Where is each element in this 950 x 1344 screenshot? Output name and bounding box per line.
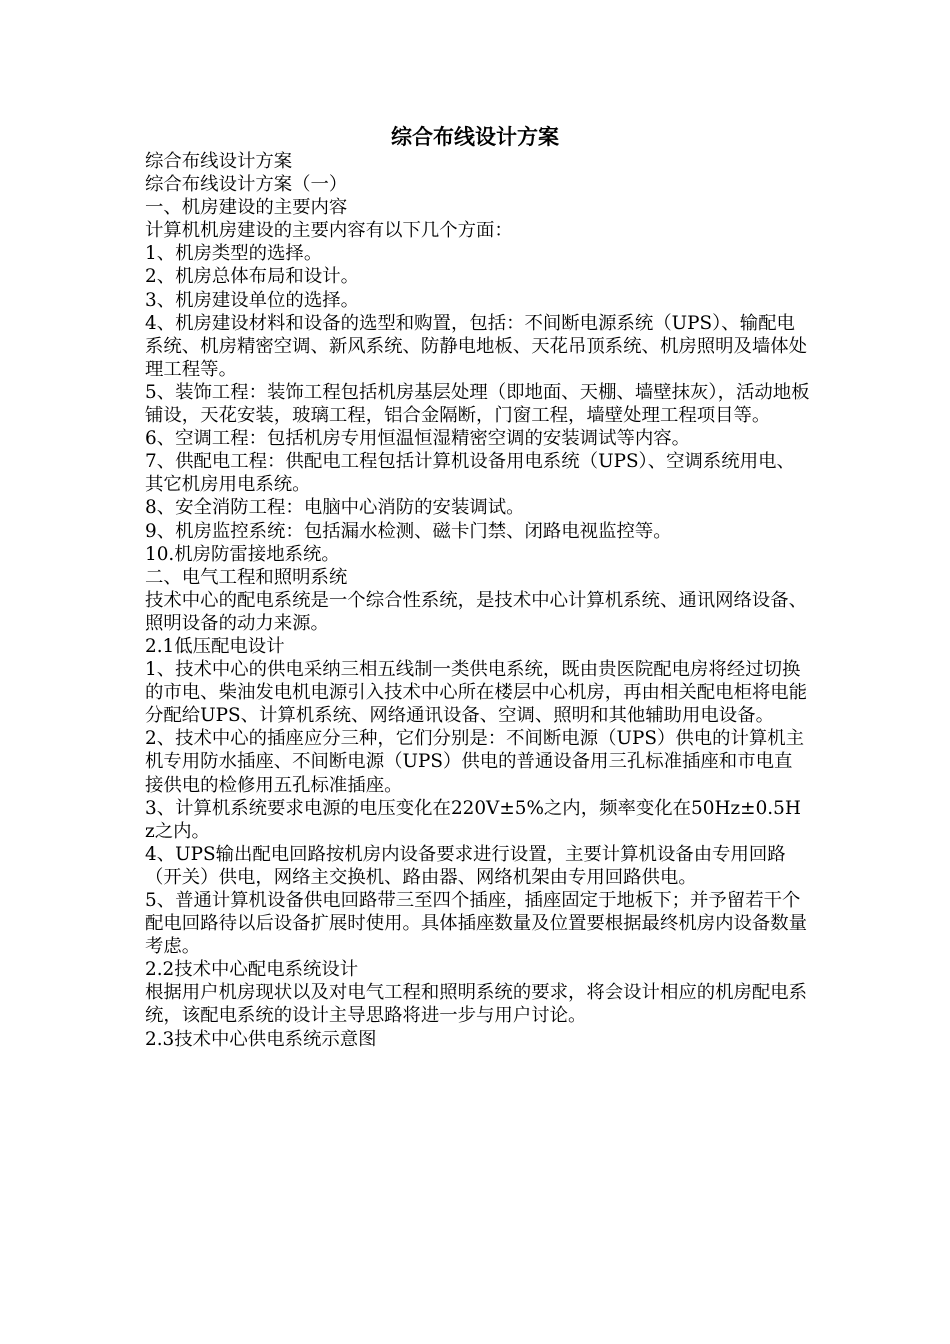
list-item: 10.机房防雷接地系统。 [145, 543, 340, 565]
list-item: 1、技术中心的供电采纳三相五线制一类供电系统，既由贵医院配电房将经过切换的市电、柴油发电机电源引入技术中心所在楼层中心机房，再由相关配电柜将电能分配给UPS、计算机系统、网络通讯设备、空调、照明和其他辅助用电设备。 [145, 659, 808, 727]
list-item: 4、机房建设材料和设备的选型和购置，包括：不间断电源系统（UPS）、输配电系统、机房精密空调、新风系统、防静电地板、天花吊顶系统、机房照明及墙体处理工程等。 [145, 312, 808, 380]
section-heading: 二、电气工程和照明系统 [145, 566, 348, 588]
list-item: 3、机房建设单位的选择。 [145, 289, 359, 311]
paragraph: 计算机机房建设的主要内容有以下几个方面： [145, 220, 513, 242]
list-item: 2、机房总体布局和设计。 [145, 266, 359, 288]
document-body [145, 150, 810, 1051]
list-item: 8、安全消防工程：电脑中心消防的安装调试。 [145, 497, 525, 519]
list-item: 9、机房监控系统：包括漏水检测、磁卡门禁、闭路电视监控等。 [145, 520, 672, 542]
list-item: 4、UPS输出配电回路按机房内设备要求进行设置，主要计算机设备由专用回路（开关）供电，网络主交换机、路由器、网络机架由专用回路供电。 [145, 843, 786, 888]
subsection-heading: 2.3技术中心供电系统示意图 [145, 1028, 377, 1050]
list-item: 6、空调工程：包括机房专用恒温恒湿精密空调的安装调试等内容。 [145, 428, 691, 450]
paragraph: 综合布线设计方案（一） [145, 174, 348, 196]
list-item: 5、普通计算机设备供电回路带三至四个插座，插座固定于地板下；并予留若干个配电回路待以后设备扩展时使用。具体插座数量及位置要根据最终机房内设备数量考虑。 [145, 890, 808, 958]
subsection-heading: 2.1低压配电设计 [145, 635, 285, 657]
list-item: 1、机房类型的选择。 [145, 243, 323, 265]
paragraph: 技术中心的配电系统是一个综合性系统，是技术中心计算机系统、通讯网络设备、照明设备的动力来源。 [145, 589, 808, 634]
list-item: 3、计算机系统要求电源的电压变化在220V±5%之内，频率变化在50Hz±0.5Hz之内。 [145, 797, 801, 842]
paragraph: 根据用户机房现状以及对电气工程和照明系统的要求，将会设计相应的机房配电系统，该配电系统的设计主导思路将进一步与用户讨论。 [145, 982, 808, 1027]
document-title: 综合布线设计方案 [391, 124, 559, 149]
list-item: 5、装饰工程：装饰工程包括机房基层处理（即地面、天棚、墙壁抹灰），活动地板铺设，天花安装，玻璃工程，铝合金隔断，门窗工程，墙壁处理工程项目等。 [145, 381, 810, 427]
list-item: 2、技术中心的插座应分三种，它们分别是：不间断电源（UPS）供电的计算机主机专用防水插座、不间断电源（UPS）供电的普通设备用三孔标准插座和市电直接供电的检修用五孔标准插座。 [145, 728, 805, 796]
list-item: 7、供配电工程：供配电工程包括计算机设备用电系统（UPS）、空调系统用电、其它机房用电系统。 [145, 451, 795, 496]
paragraph: 综合布线设计方案 [145, 151, 293, 172]
subsection-heading: 2.2技术中心配电系统设计 [145, 959, 359, 981]
section-heading: 一、机房建设的主要内容 [145, 197, 348, 219]
